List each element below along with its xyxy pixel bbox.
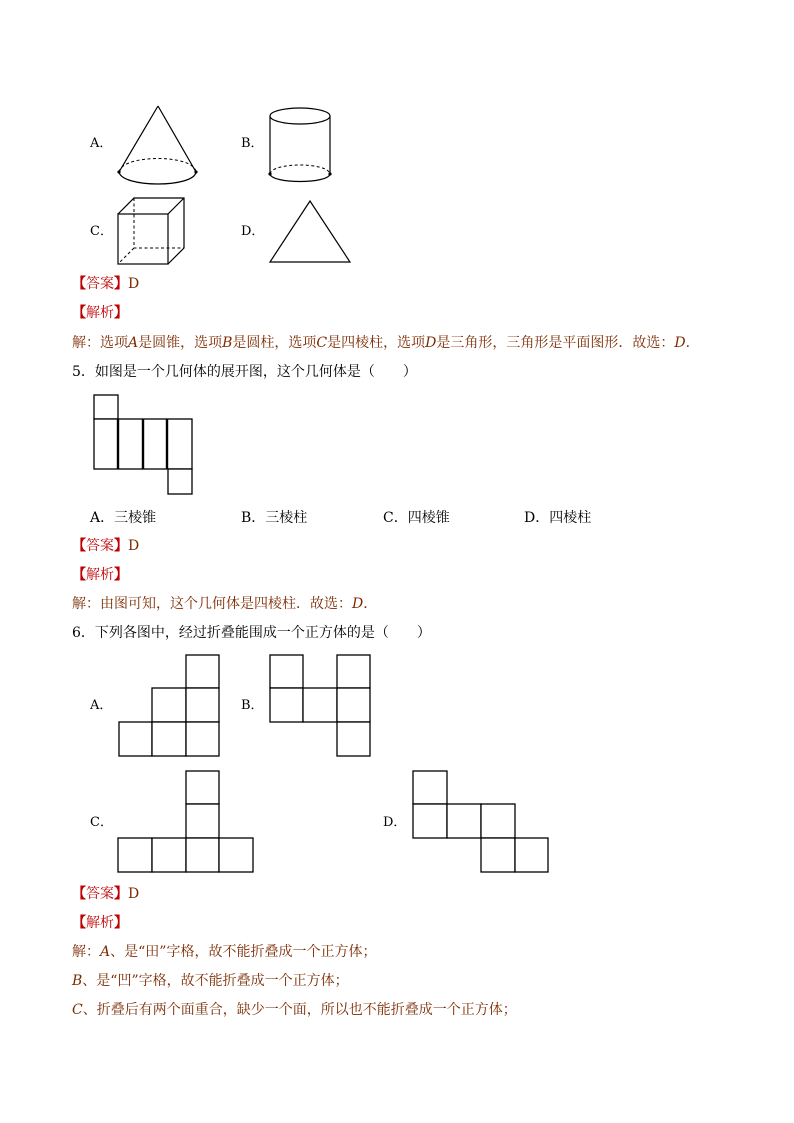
q6-answer-row: 【答案】D [72, 886, 140, 902]
cube-figure [116, 196, 186, 268]
q5-option-a: A．三棱锥 [90, 510, 157, 526]
answer-value: D [128, 538, 140, 554]
cone-figure [112, 104, 202, 186]
cube-net-a-figure [118, 654, 222, 758]
q5-analysis-row: 【解析】 [72, 567, 128, 583]
q4-answer-row: 【答案】D [72, 276, 140, 292]
answer-label: 答案 [86, 276, 114, 292]
q6-question-text: 6．下列各图中，经过折叠能围成一个正方体的是（ ） [72, 625, 431, 641]
q5-option-c: C．四棱锥 [383, 510, 450, 526]
q5-option-d: D．四棱柱 [524, 510, 592, 526]
q6-analysis-row: 【解析】 [72, 915, 128, 931]
triangle-figure [268, 198, 354, 266]
q6-option-b-label: B． [241, 698, 264, 713]
q5-question-text: 5．如图是一个几何体的展开图，这个几何体是（ ） [72, 364, 417, 380]
q4-option-a-label: A． [90, 136, 113, 151]
q4-analysis-row: 【解析】 [72, 305, 128, 321]
cylinder-figure [266, 104, 336, 186]
cube-net-b-figure [269, 654, 373, 758]
answer-label: 答案 [86, 886, 114, 902]
q5-option-b: B．三棱柱 [241, 510, 308, 526]
q4-option-d-label: D． [241, 224, 265, 239]
q6-solution-line-2: B、是“凹”字格，故不能折叠成一个正方体； [72, 973, 349, 989]
answer-value: D [128, 886, 140, 902]
answer-label: 答案 [86, 538, 114, 554]
analysis-label: 解析 [86, 915, 114, 931]
cube-net-d-figure [412, 770, 550, 874]
q5-solution-text: 解：由图可知，这个几何体是四棱柱．故选：D． [72, 596, 378, 612]
q5-answer-row: 【答案】D [72, 538, 140, 554]
q4-option-c-label: C． [90, 224, 113, 239]
prism-net-figure [93, 394, 197, 498]
q6-option-d-label: D． [383, 815, 407, 830]
q6-option-a-label: A． [90, 698, 113, 713]
q6-solution-line-3: C、折叠后有两个面重合，缺少一个面，所以也不能折叠成一个正方体； [72, 1002, 517, 1018]
cube-net-c-figure [117, 770, 255, 874]
q6-solution-line-1: 解：A、是“田”字格，故不能折叠成一个正方体； [72, 944, 377, 960]
q4-solution-text: 解：选项A是圆锥，选项B是圆柱，选项C是四棱柱，选项D是三角形，三角形是平面图形．故选：D． [72, 335, 700, 351]
q6-option-c-label: C． [90, 815, 113, 830]
analysis-label: 解析 [86, 567, 114, 583]
answer-value: D [128, 276, 140, 292]
q4-option-b-label: B． [241, 136, 264, 151]
analysis-label: 解析 [86, 305, 114, 321]
